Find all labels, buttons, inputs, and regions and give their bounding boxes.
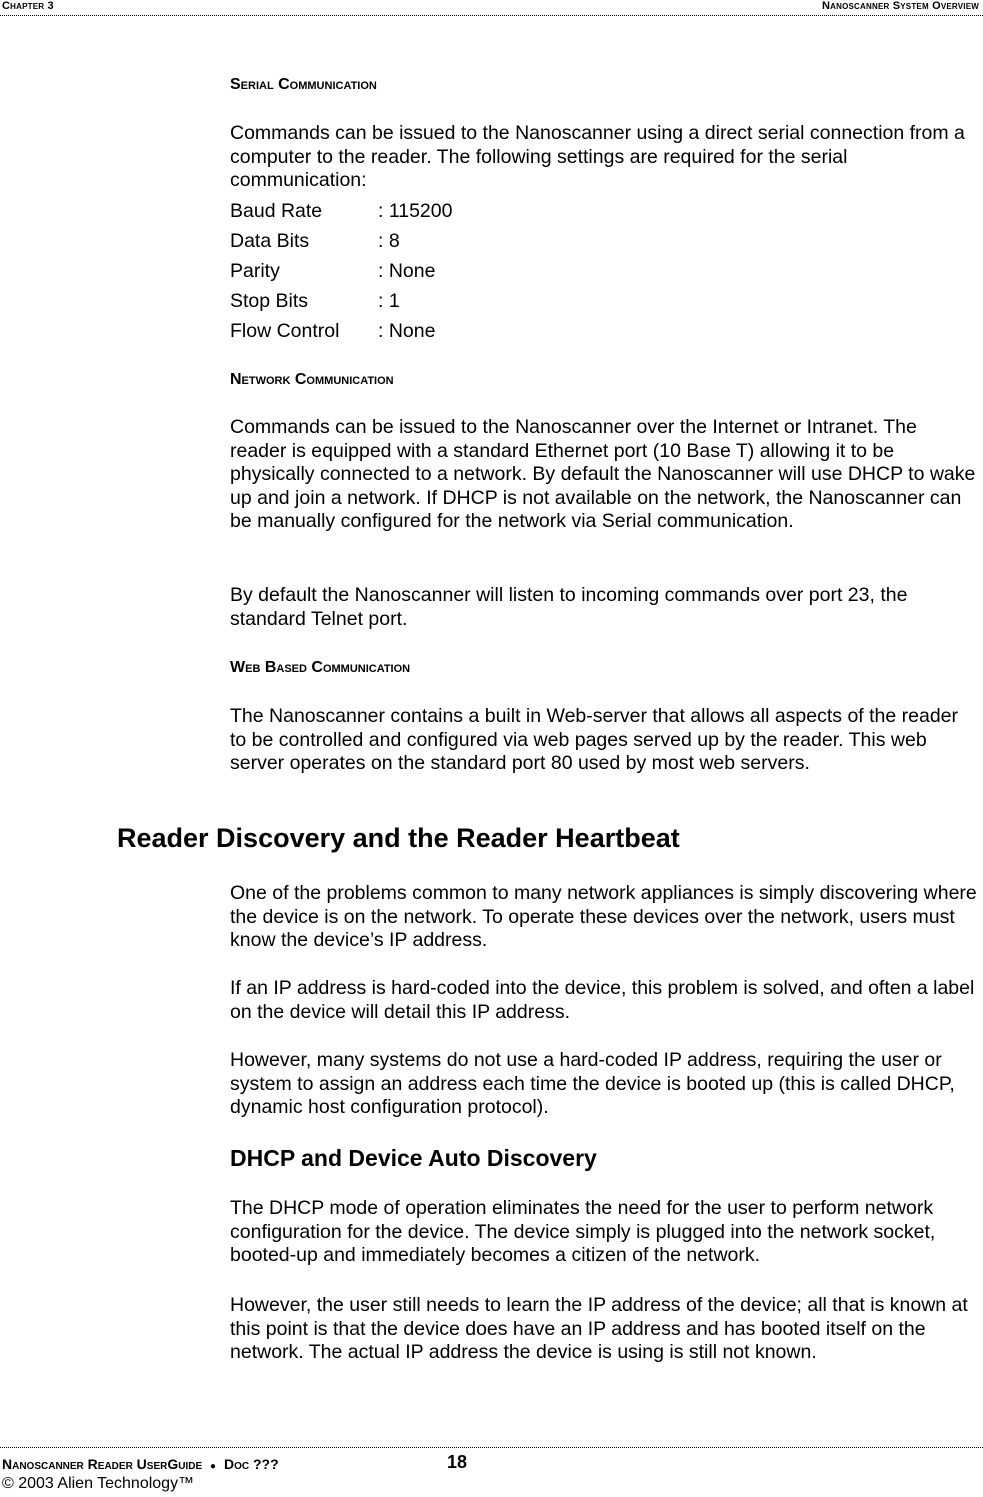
page-number: 18 — [447, 1452, 468, 1472]
web-heading: Web Based Communication — [230, 659, 411, 676]
setting-value: : 115200 — [378, 200, 453, 222]
network-heading: Network Communication — [230, 371, 394, 388]
setting-label: Baud Rate — [230, 200, 323, 222]
footer-divider — [0, 1447, 983, 1448]
discovery-paragraph-3: However, many systems do not use a hard-coded IP address, requiring the user or system to assign an address each time the device is booted up (this is called DHCP, dynamic host configuration protocol). — [230, 1049, 955, 1118]
web-paragraph-1: The Nanoscanner contains a built in Web-server that allows all aspects of the reader to be controlled and configured via web pages served up by the reader. This web server operates on the standard port 80 used by most web servers. — [230, 705, 959, 774]
setting-value: : None — [378, 260, 436, 282]
discovery-heading: Reader Discovery and the Reader Heartbeat — [117, 823, 680, 853]
footer-title-text: Nanoscanner Reader UserGuide — [2, 1456, 203, 1472]
running-header-chapter: Chapter 3 — [2, 0, 54, 12]
dhcp-paragraph-1: The DHCP mode of operation eliminates the need for the user to perform network configuration for the device. The device simply is plugged into the network socket, booted-up and immediately becomes a citizen of the network. — [230, 1197, 936, 1266]
setting-value: : None — [378, 320, 436, 342]
setting-row — [230, 196, 452, 226]
discovery-paragraph-1: One of the problems common to many network appliances is simply discovering where the device is on the network. To operate these devices over the network, users must know the device’s IP address. — [230, 882, 977, 951]
serial-intro: Commands can be issued to the Nanoscanner using a direct serial connection from a computer to the reader. The following settings are required for the serial communication: — [230, 122, 965, 191]
serial-heading: Serial Communication — [230, 76, 377, 93]
network-paragraph-2: By default the Nanoscanner will listen to incoming commands over port 23, the standard Telnet port. — [230, 584, 908, 630]
network-paragraph-1: Commands can be issued to the Nanoscanner over the Internet or Intranet. The reader is equipped with a standard Ethernet port (10 Base T) allowing it to be physically connected to a network. By default the Nanoscanner will use DHCP to wake up and join a network. If DHCP is not available on the network, the Nanoscanner can be manually configured for the network via Serial communication. — [230, 416, 976, 532]
dhcp-heading: DHCP and Device Auto Discovery — [230, 1145, 597, 1171]
header-divider — [0, 15, 983, 16]
bullet-icon: ● — [210, 1461, 217, 1472]
setting-value: : 8 — [378, 230, 400, 252]
footer-doc-title — [2, 1456, 279, 1472]
footer-copyright: © 2003 Alien Technology™ — [2, 1475, 195, 1492]
discovery-paragraph-2: If an IP address is hard-coded into the device, this problem is solved, and often a label on the device will detail this IP address. — [230, 977, 975, 1023]
setting-row — [230, 316, 452, 346]
setting-row — [230, 286, 452, 316]
setting-value: : 1 — [378, 290, 400, 312]
footer-doc-number: Doc ??? — [223, 1456, 279, 1472]
setting-label: Stop Bits — [230, 290, 309, 312]
setting-row — [230, 256, 452, 286]
running-header-section: Nanoscanner System Overview — [822, 0, 979, 12]
serial-settings-list — [230, 196, 452, 346]
setting-label: Flow Control — [230, 320, 340, 342]
dhcp-paragraph-2: However, the user still needs to learn the IP address of the device; all that is known at this point is that the device does have an IP address and has booted itself on the network. The actual IP address the device is using is still not known. — [230, 1294, 968, 1363]
setting-row — [230, 226, 452, 256]
setting-label: Parity — [230, 260, 280, 282]
setting-label: Data Bits — [230, 230, 310, 252]
